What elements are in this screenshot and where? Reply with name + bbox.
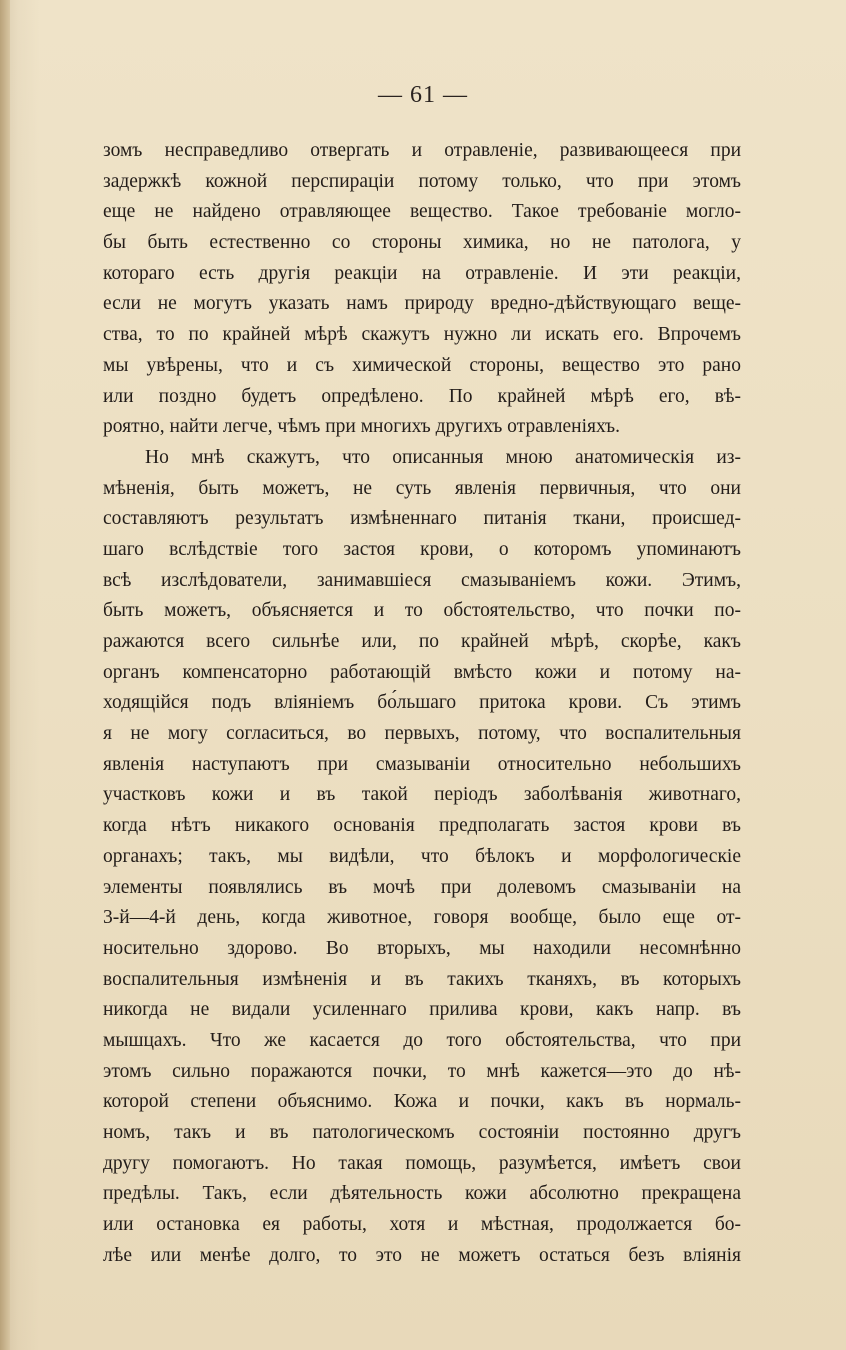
text-line: Но мнѣ скажутъ, что описанныя мною анатомическія из- xyxy=(145,446,741,468)
text-line: ства, то по крайней мѣрѣ скажутъ нужно ли искать его. Впрочемъ xyxy=(103,324,741,346)
text-line: органахъ; такъ, мы видѣли, что бѣлокъ и морфологическіе xyxy=(103,845,741,867)
text-line: носительно здорово. Во вторыхъ, мы находили несомнѣнно xyxy=(103,937,741,959)
text-line: предѣлы. Такъ, если дѣятельность кожи абсолютно прекращена xyxy=(103,1183,741,1205)
text-line: мышцахъ. Что же касается до того обстоятельства, что при xyxy=(103,1029,741,1051)
text-line: участковъ кожи и въ такой періодъ заболѣванія животнаго, xyxy=(103,784,741,806)
text-line: номъ, такъ и въ патологическомъ состояніи постоянно другъ xyxy=(103,1122,741,1143)
text-line: котораго есть другія реакціи на отравленіе. И эти реакціи, xyxy=(103,262,741,284)
text-line: зомъ несправедливо отвергать и отравленіе, развивающееся при xyxy=(103,140,741,161)
text-line: я не могу согласиться, во первыхъ, потому, что воспалительныя xyxy=(103,723,741,745)
text-line: 3-й—4-й день, когда животное, говоря вообще, было еще от- xyxy=(103,907,741,929)
text-line: лѣе или менѣе долго, то это не можетъ остаться безъ вліянія xyxy=(103,1244,741,1266)
text-line: или поздно будетъ опредѣлено. По крайней мѣрѣ его, вѣ- xyxy=(103,385,741,407)
text-line: если не могутъ указать намъ природу вредно-дѣйствующаго веще- xyxy=(103,293,741,315)
text-line: мѣненія, быть можетъ, не суть явленія первичныя, что они xyxy=(103,477,741,499)
text-line: органъ компенсаторно работающій вмѣсто кожи и потому на- xyxy=(103,661,741,683)
text-line: этомъ сильно поражаются почки, то мнѣ кажется—это до нѣ- xyxy=(103,1060,741,1082)
page-number: — 61 — xyxy=(378,82,468,108)
text-line: воспалительныя измѣненія и въ такихъ тканяхъ, въ которыхъ xyxy=(103,968,741,990)
text-line: элементы появлялись въ мочѣ при долевомъ смазываніи на xyxy=(103,876,741,898)
text-line: мы увѣрены, что и съ химической стороны, вещество это рано xyxy=(103,354,741,376)
text-line: роятно, найти легче, чѣмъ при многихъ другихъ отравленіяхъ. xyxy=(103,416,620,438)
text-line: другу помогаютъ. Но такая помощь, разумѣется, имѣетъ свои xyxy=(103,1152,741,1174)
text-line: бы быть естественно со стороны химика, но не патолога, у xyxy=(103,232,741,254)
text-line: составляютъ результатъ измѣненнаго питанія ткани, происшед- xyxy=(103,508,741,530)
text-line: еще не найдено отравляющее вещество. Такое требованіе могло- xyxy=(103,201,741,223)
text-line: которой степени объяснимо. Кожа и почки, какъ въ нормаль- xyxy=(103,1091,741,1113)
text-line: явленія наступаютъ при смазываніи относительно небольшихъ xyxy=(103,753,741,775)
text-line: всѣ изслѣдователи, занимавшіеся смазываніемъ кожи. Этимъ, xyxy=(103,569,741,591)
text-line: шаго вслѣдствіе того застоя крови, о которомъ упоминаютъ xyxy=(103,538,741,560)
text-line: задержкѣ кожной перспираціи потому только, что при этомъ xyxy=(103,170,741,192)
text-line: никогда не видали усиленнаго прилива крови, какъ напр. въ xyxy=(103,999,741,1021)
text-line: или остановка ея работы, хотя и мѣстная, продолжается бо- xyxy=(103,1214,741,1236)
text-line: когда нѣтъ никакого основанія предполагать застоя крови въ xyxy=(103,815,741,837)
text-line: ходящійся подъ вліяніемъ бо́льшаго притока крови. Съ этимъ xyxy=(103,692,741,714)
page-spine-shadow xyxy=(0,0,10,1350)
body-text xyxy=(103,136,741,1271)
text-line: ражаются всего сильнѣе или, по крайней мѣрѣ, скорѣе, какъ xyxy=(103,631,741,652)
text-line: быть можетъ, объясняется и то обстоятельство, что почки по- xyxy=(103,600,741,622)
